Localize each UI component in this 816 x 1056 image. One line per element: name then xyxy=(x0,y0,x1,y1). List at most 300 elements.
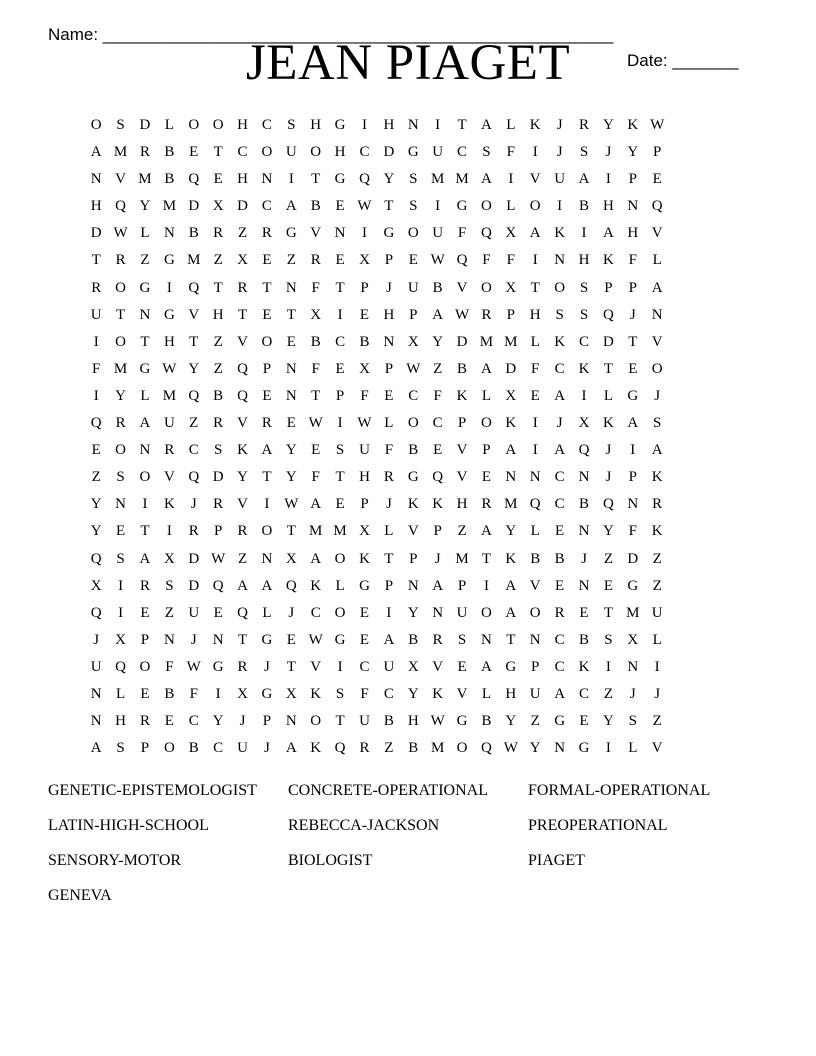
grid-letter: T xyxy=(335,469,345,486)
grid-letter: S xyxy=(335,685,345,702)
grid-letter: I xyxy=(532,442,538,459)
grid-letter: Q xyxy=(90,604,102,621)
grid-letter: P xyxy=(140,631,150,648)
grid-letter: S xyxy=(165,577,174,594)
grid-letter: P xyxy=(384,360,394,377)
grid-row xyxy=(84,575,744,602)
grid-letter: C xyxy=(579,685,590,702)
grid-letter: E xyxy=(262,252,272,269)
word-row xyxy=(48,815,768,850)
grid-letter: X xyxy=(115,631,126,648)
grid-letter: H xyxy=(310,117,322,133)
grid-letter: E xyxy=(359,306,370,323)
grid-letter: J xyxy=(581,550,587,567)
grid-letter: K xyxy=(529,117,541,133)
grid-letter: A xyxy=(554,685,566,702)
grid-letter: Y xyxy=(90,523,102,540)
grid-letter: S xyxy=(409,171,418,188)
grid-letter: O xyxy=(481,279,492,296)
grid-letter: S xyxy=(604,631,613,648)
grid-row xyxy=(84,737,744,764)
grid-letter: E xyxy=(286,415,296,432)
grid-letter: O xyxy=(261,333,273,350)
grid-letter: N xyxy=(481,631,492,648)
grid-letter: V xyxy=(115,171,126,188)
grid-letter: E xyxy=(189,144,199,161)
grid-row xyxy=(84,168,744,195)
grid-letter: I xyxy=(581,387,587,404)
grid-letter: T xyxy=(603,604,613,621)
grid-letter: A xyxy=(529,225,541,242)
grid-letter: A xyxy=(505,577,517,594)
grid-letter: E xyxy=(213,171,223,188)
grid-letter: D xyxy=(237,198,248,215)
grid-letter: N xyxy=(90,713,102,730)
grid-letter: B xyxy=(383,713,394,730)
grid-letter: T xyxy=(262,279,272,296)
grid-letter: U xyxy=(359,713,370,730)
grid-letter: G xyxy=(334,171,346,188)
grid-letter: J xyxy=(434,550,441,567)
grid-letter: O xyxy=(261,144,273,161)
grid-letter: Q xyxy=(115,198,126,215)
grid-letter: E xyxy=(530,387,540,404)
grid-letter: K xyxy=(310,685,322,702)
grid-letter: J xyxy=(605,442,612,459)
grid-letter: S xyxy=(653,415,662,432)
grid-letter: Z xyxy=(603,685,613,702)
grid-letter: O xyxy=(261,523,273,540)
grid-letter: J xyxy=(629,685,636,702)
grid-letter: L xyxy=(140,225,150,242)
grid-letter: K xyxy=(456,387,468,404)
word-list-item: BIOLOGIST xyxy=(288,852,373,869)
grid-letter: P xyxy=(384,252,394,269)
grid-letter: F xyxy=(189,685,198,702)
grid-letter: E xyxy=(140,604,150,621)
word-list-item: REBECCA-JACKSON xyxy=(288,817,440,834)
grid-letter: B xyxy=(188,225,199,242)
grid-letter: I xyxy=(361,225,367,242)
grid-letter: I xyxy=(118,604,124,621)
grid-letter: Z xyxy=(237,225,248,242)
grid-letter: N xyxy=(261,171,273,188)
grid-letter: B xyxy=(359,333,370,350)
grid-letter: V xyxy=(237,415,248,432)
grid-letter: L xyxy=(652,252,662,269)
grid-letter: O xyxy=(334,604,346,621)
grid-letter: P xyxy=(384,577,394,594)
grid-letter: N xyxy=(285,360,297,377)
grid-letter: J xyxy=(556,117,563,133)
grid-letter: F xyxy=(433,387,442,404)
grid-letter: C xyxy=(554,360,565,377)
grid-letter: A xyxy=(651,442,663,459)
grid-letter: I xyxy=(337,658,343,675)
grid-letter: K xyxy=(602,252,614,269)
grid-letter: M xyxy=(455,550,469,567)
grid-letter: L xyxy=(628,740,638,757)
grid-letter: T xyxy=(603,360,613,377)
grid-letter: R xyxy=(139,577,150,594)
grid-letter: X xyxy=(163,550,175,567)
grid-letter: X xyxy=(359,360,370,377)
grid-letter: T xyxy=(213,279,223,296)
grid-letter: X xyxy=(505,387,517,404)
grid-letter: D xyxy=(505,360,517,377)
grid-row xyxy=(84,277,744,304)
grid-letter: V xyxy=(310,225,322,242)
date-field-label: Date: _______ xyxy=(627,51,739,70)
grid-letter: M xyxy=(187,252,201,269)
grid-letter: E xyxy=(262,306,272,323)
grid-letter: I xyxy=(532,252,538,269)
grid-row xyxy=(84,656,744,683)
grid-letter: T xyxy=(384,550,394,567)
grid-letter: R xyxy=(237,523,248,540)
grid-letter: I xyxy=(532,415,538,432)
word-list-item: GENETIC-EPISTEMOLOGIST xyxy=(48,782,257,799)
grid-letter: U xyxy=(90,658,102,675)
grid-letter: R xyxy=(481,496,492,513)
grid-letter: R xyxy=(261,415,272,432)
grid-letter: W xyxy=(186,658,201,675)
grid-letter: H xyxy=(505,685,517,702)
grid-letter: Z xyxy=(286,252,296,269)
grid-letter: B xyxy=(579,496,590,513)
grid-letter: I xyxy=(337,415,343,432)
grid-letter: R xyxy=(237,658,248,675)
grid-letter: Z xyxy=(140,252,150,269)
grid-letter: Q xyxy=(115,658,126,675)
grid-letter: N xyxy=(554,740,566,757)
grid-letter: O xyxy=(529,604,541,621)
grid-letter: C xyxy=(188,713,199,730)
grid-letter: O xyxy=(310,713,322,730)
grid-letter: Z xyxy=(603,550,613,567)
grid-letter: Z xyxy=(652,550,662,567)
grid-letter: H xyxy=(212,306,224,323)
grid-letter: P xyxy=(506,306,515,323)
grid-letter: X xyxy=(578,415,590,432)
grid-letter: R xyxy=(359,740,370,757)
grid-letter: K xyxy=(554,225,566,242)
grid-letter: L xyxy=(530,523,540,540)
grid-letter: X xyxy=(627,631,639,648)
grid-letter: P xyxy=(409,306,418,323)
grid-letter: N xyxy=(432,604,444,621)
grid-letter: B xyxy=(554,550,565,567)
grid-letter: O xyxy=(456,740,468,757)
grid-letter: Q xyxy=(285,577,297,594)
grid-letter: L xyxy=(603,387,613,404)
grid-letter: T xyxy=(140,333,150,350)
grid-letter: E xyxy=(262,387,272,404)
grid-letter: R xyxy=(91,279,102,296)
grid-letter: G xyxy=(261,685,273,702)
grid-letter: R xyxy=(139,144,150,161)
grid-letter: S xyxy=(287,117,296,133)
grid-letter: F xyxy=(506,144,515,161)
grid-letter: G xyxy=(285,225,297,242)
grid-letter: O xyxy=(188,117,200,133)
grid-letter: G xyxy=(359,577,370,594)
grid-letter: A xyxy=(481,171,492,188)
grid-letter: L xyxy=(506,198,516,215)
grid-letter: H xyxy=(383,306,395,323)
grid-letter: F xyxy=(311,360,320,377)
grid-letter: I xyxy=(264,496,270,513)
grid-letter: D xyxy=(90,225,102,242)
grid-letter: O xyxy=(139,658,151,675)
grid-letter: R xyxy=(261,225,272,242)
grid-letter: R xyxy=(579,117,590,133)
grid-letter: N xyxy=(261,550,273,567)
grid-letter: L xyxy=(652,631,662,648)
grid-letter: C xyxy=(383,685,394,702)
grid-letter: B xyxy=(213,387,224,404)
grid-letter: E xyxy=(457,658,467,675)
grid-letter: K xyxy=(432,496,444,513)
grid-letter: R xyxy=(139,713,150,730)
grid-letter: N xyxy=(90,685,102,702)
grid-letter: Y xyxy=(505,713,517,730)
grid-letter: C xyxy=(554,496,565,513)
word-list-item: LATIN-HIGH-SCHOOL xyxy=(48,817,209,834)
grid-letter: Q xyxy=(651,198,663,215)
grid-letter: E xyxy=(433,442,443,459)
grid-letter: C xyxy=(457,144,468,161)
grid-letter: G xyxy=(578,740,590,757)
grid-letter: E xyxy=(408,252,418,269)
grid-letter: S xyxy=(116,550,125,567)
grid-letter: P xyxy=(262,360,272,377)
grid-letter: X xyxy=(505,225,517,242)
grid-letter: K xyxy=(163,496,175,513)
grid-letter: E xyxy=(628,360,638,377)
grid-letter: O xyxy=(407,415,419,432)
grid-letter: M xyxy=(113,360,128,377)
grid-letter: B xyxy=(579,631,590,648)
grid-letter: V xyxy=(432,658,444,675)
grid-letter: M xyxy=(504,333,518,350)
grid-letter: O xyxy=(212,117,224,133)
grid-letter: G xyxy=(334,117,346,133)
grid-letter: E xyxy=(335,496,345,513)
grid-letter: Q xyxy=(237,387,248,404)
grid-letter: A xyxy=(90,740,102,757)
grid-letter: A xyxy=(481,658,492,675)
grid-letter: G xyxy=(627,577,639,594)
grid-letter: R xyxy=(164,442,175,459)
grid-letter: J xyxy=(605,144,612,161)
grid-letter: J xyxy=(654,685,661,702)
grid-letter: R xyxy=(213,496,224,513)
grid-letter: W xyxy=(406,360,421,377)
grid-letter: L xyxy=(481,387,492,404)
grid-letter: A xyxy=(90,144,102,161)
grid-letter: R xyxy=(237,279,248,296)
grid-letter: G xyxy=(554,713,566,730)
grid-letter: I xyxy=(386,604,392,621)
grid-letter: K xyxy=(505,550,517,567)
grid-letter: E xyxy=(359,631,370,648)
grid-letter: Z xyxy=(213,333,223,350)
grid-letter: T xyxy=(335,713,345,730)
grid-letter: L xyxy=(140,387,150,404)
grid-letter: J xyxy=(239,713,246,730)
grid-letter: F xyxy=(384,442,394,459)
grid-letter: X xyxy=(212,198,224,215)
grid-letter: N xyxy=(407,117,419,133)
grid-letter: H xyxy=(529,306,541,323)
grid-letter: Z xyxy=(652,577,662,594)
grid-letter: M xyxy=(479,333,494,350)
grid-letter: T xyxy=(140,523,150,540)
grid-letter: V xyxy=(188,306,200,323)
grid-letter: Y xyxy=(602,117,614,133)
grid-letter: A xyxy=(432,306,444,323)
grid-letter: T xyxy=(91,252,101,269)
grid-letter: R xyxy=(432,631,443,648)
grid-letter: B xyxy=(457,360,468,377)
grid-letter: Y xyxy=(212,713,224,730)
grid-letter: C xyxy=(310,604,321,621)
grid-letter: S xyxy=(457,631,467,648)
grid-letter: A xyxy=(285,740,297,757)
grid-letter: B xyxy=(408,740,419,757)
grid-letter: N xyxy=(627,658,639,675)
grid-letter: U xyxy=(359,442,370,459)
grid-letter: T xyxy=(189,333,199,350)
grid-letter: O xyxy=(481,604,492,621)
grid-letter: N xyxy=(115,496,126,513)
grid-letter: G xyxy=(334,631,346,648)
grid-letter: Z xyxy=(237,550,248,567)
grid-letter: P xyxy=(335,387,345,404)
grid-letter: I xyxy=(654,658,660,675)
grid-letter: E xyxy=(335,252,345,269)
grid-letter: V xyxy=(237,333,248,350)
grid-letter: U xyxy=(529,685,541,702)
grid-letter: C xyxy=(359,658,370,675)
grid-letter: B xyxy=(310,333,321,350)
grid-letter: O xyxy=(115,333,126,350)
grid-letter: Q xyxy=(188,279,200,296)
grid-letter: Y xyxy=(139,198,151,215)
grid-letter: E xyxy=(359,604,370,621)
grid-letter: G xyxy=(456,713,468,730)
grid-letter: I xyxy=(630,442,636,459)
grid-letter: C xyxy=(579,333,590,350)
grid-letter: J xyxy=(264,658,270,675)
grid-letter: S xyxy=(213,442,223,459)
grid-row xyxy=(84,304,744,331)
grid-letter: U xyxy=(554,171,566,188)
grid-letter: T xyxy=(286,523,296,540)
grid-row xyxy=(84,602,744,629)
grid-letter: V xyxy=(310,658,322,675)
grid-letter: B xyxy=(164,685,175,702)
grid-letter: V xyxy=(407,523,419,540)
grid-letter: T xyxy=(457,117,467,133)
grid-letter: Y xyxy=(285,469,297,486)
grid-letter: N xyxy=(285,279,297,296)
grid-letter: U xyxy=(285,144,297,161)
grid-letter: E xyxy=(213,604,223,621)
grid-letter: E xyxy=(286,631,296,648)
grid-letter: N xyxy=(90,171,102,188)
grid-letter: Q xyxy=(188,171,200,188)
grid-letter: H xyxy=(627,225,639,242)
grid-letter: C xyxy=(408,387,419,404)
grid-letter: S xyxy=(116,740,125,757)
grid-letter: J xyxy=(629,306,636,323)
grid-letter: Z xyxy=(457,523,467,540)
grid-letter: U xyxy=(432,225,444,242)
grid-letter: E xyxy=(335,198,345,215)
grid-letter: Y xyxy=(90,496,102,513)
grid-letter: E xyxy=(652,171,662,188)
name-field-label: Name: ______________________________________________________ xyxy=(48,25,614,44)
grid-letter: N xyxy=(627,198,639,215)
grid-letter: H xyxy=(359,469,370,486)
grid-letter: W xyxy=(357,415,372,432)
grid-letter: S xyxy=(628,713,637,730)
grid-letter: H xyxy=(163,333,175,350)
grid-letter: A xyxy=(602,225,614,242)
grid-letter: W xyxy=(503,740,518,757)
grid-letter: Z xyxy=(530,713,540,730)
grid-letter: P xyxy=(140,740,150,757)
grid-letter: T xyxy=(311,171,321,188)
grid-letter: I xyxy=(605,740,611,757)
grid-letter: N xyxy=(334,225,346,242)
grid-letter: E xyxy=(140,685,150,702)
grid-letter: D xyxy=(212,469,224,486)
grid-letter: Y xyxy=(627,144,639,161)
grid-letter: P xyxy=(653,144,662,161)
grid-letter: H xyxy=(90,198,102,215)
grid-row xyxy=(84,331,744,358)
grid-letter: Z xyxy=(164,604,174,621)
grid-letter: I xyxy=(288,171,294,188)
word-list-item: SENSORY-MOTOR xyxy=(48,852,182,869)
grid-letter: M xyxy=(162,387,177,404)
word-row xyxy=(48,850,768,885)
grid-letter: F xyxy=(628,252,637,269)
grid-letter: K xyxy=(651,469,663,486)
grid-letter: V xyxy=(456,469,468,486)
word-list-item: GENEVA xyxy=(48,887,112,904)
grid-letter: Z xyxy=(433,360,443,377)
grid-letter: Z xyxy=(213,360,223,377)
grid-letter: Q xyxy=(90,550,102,567)
grid-letter: D xyxy=(188,198,200,215)
word-list-item: CONCRETE-OPERATIONAL xyxy=(288,782,488,799)
grid-letter: V xyxy=(651,740,663,757)
grid-letter: D xyxy=(188,577,200,594)
grid-letter: L xyxy=(530,333,540,350)
grid-letter: Z xyxy=(384,740,394,757)
grid-letter: K xyxy=(554,333,566,350)
grid-letter: W xyxy=(284,496,299,513)
grid-letter: M xyxy=(138,171,152,188)
grid-letter: A xyxy=(505,604,517,621)
grid-letter: A xyxy=(554,387,566,404)
grid-letter: A xyxy=(627,415,639,432)
grid-letter: Q xyxy=(602,496,614,513)
